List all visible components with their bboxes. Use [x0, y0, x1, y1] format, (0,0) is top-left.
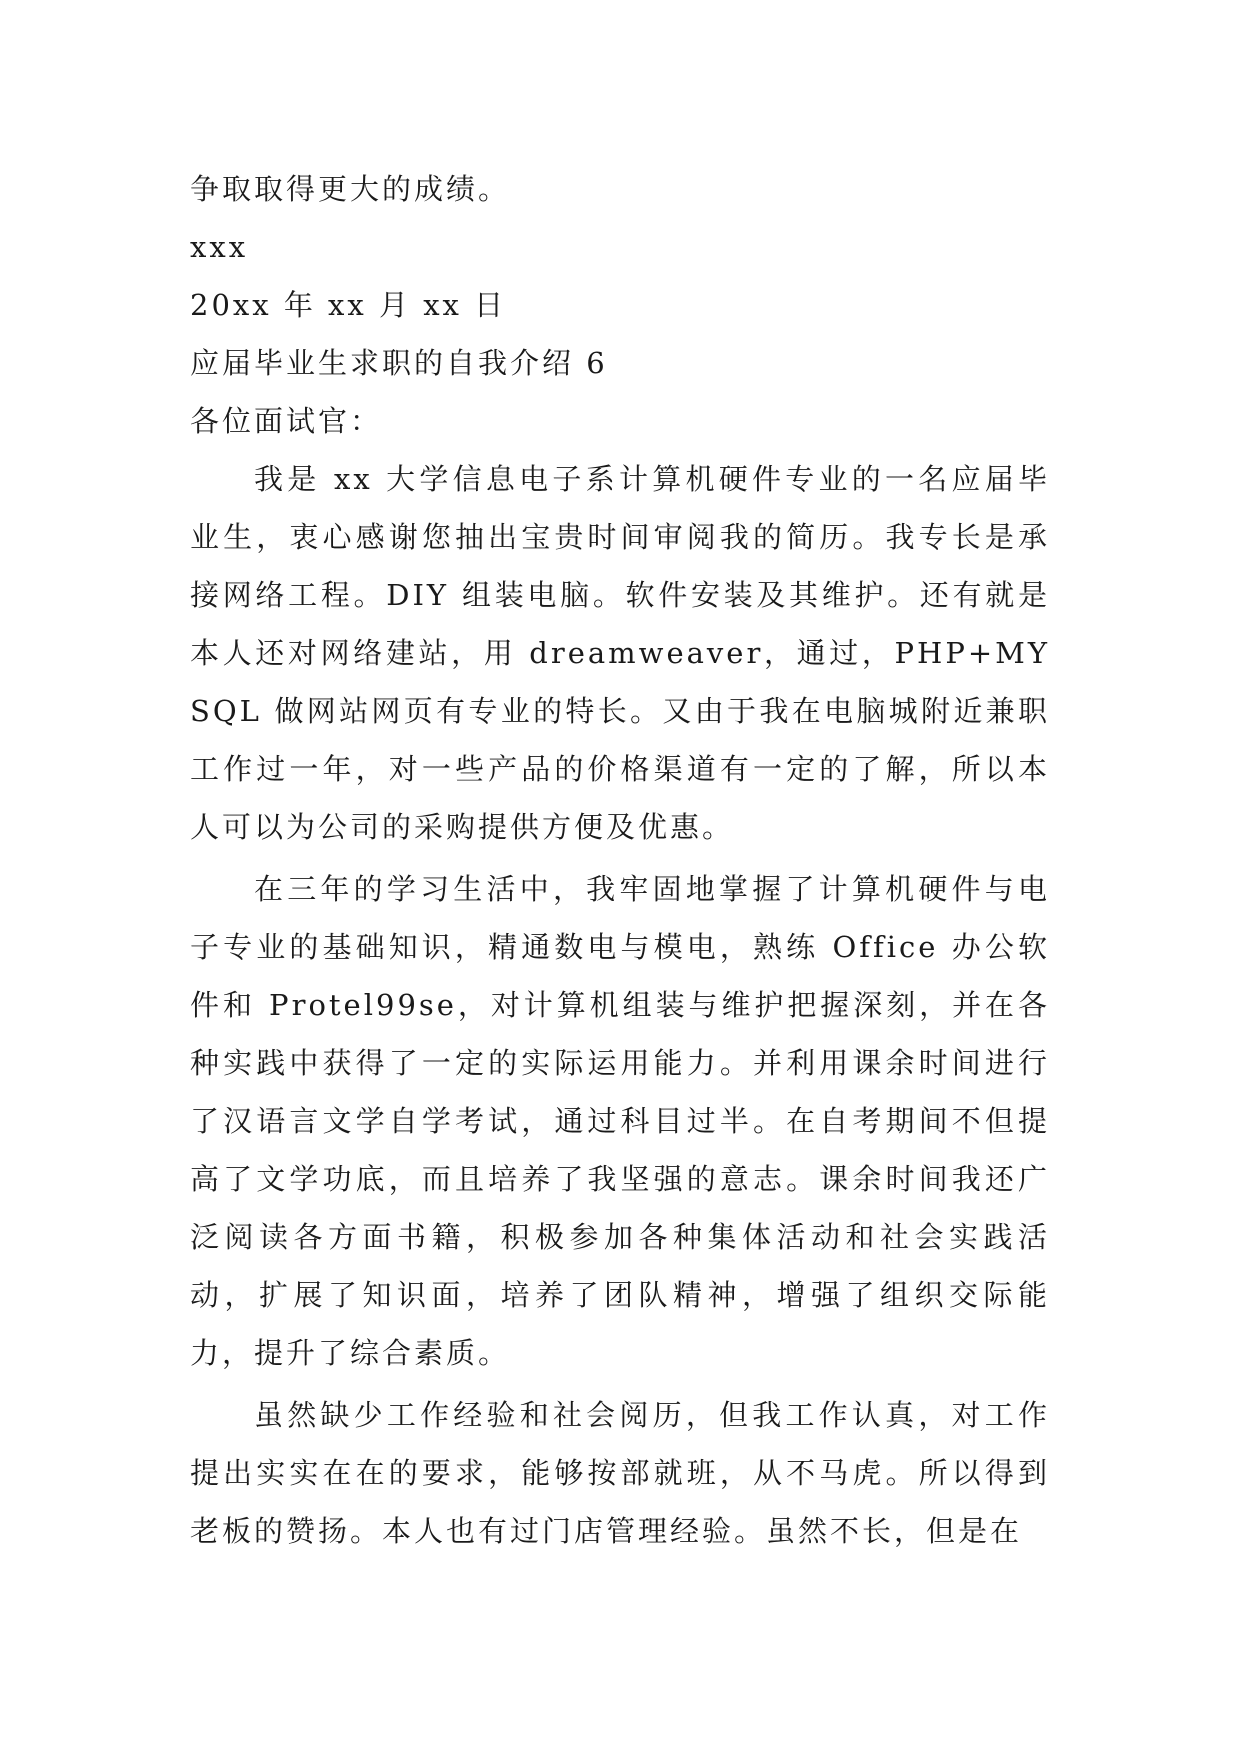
closing-line: 争取取得更大的成绩。 [190, 172, 511, 206]
paragraph-1: 我是 xx 大学信息电子系计算机硬件专业的一名应届毕业生，衷心感谢您抽出宝贵时间审阅我的简历。我专长是承接网络工程。DIY 组装电脑。软件安装及其维护。还有就是本人还对网络建站，用 dreamweaver，通过，PHP+MYSQL 做网站网页有专业的特长。又由于我在电脑城附近兼职工作过一年，对一些产品的价格渠道有一定的了解，所以本人可以为公司的采购提供方便及优惠。 [190, 462, 1050, 844]
section-title: 应届毕业生求职的自我介绍 6 [190, 346, 608, 380]
paragraph-3: 虽然缺少工作经验和社会阅历，但我工作认真，对工作提出实实在在的要求，能够按部就班，从不马虎。所以得到老板的赞扬。本人也有过门店管理经验。虽然不长，但是在 [190, 1398, 1050, 1548]
document-body [190, 160, 1050, 1560]
paragraph-2: 在三年的学习生活中，我牢固地掌握了计算机硬件与电子专业的基础知识，精通数电与模电，熟练 Office 办公软件和 Protel99se，对计算机组装与维护把握深刻，并在各种实践中获得了一定的实际运用能力。并利用课余时间进行了汉语言文学自学考试，通过科目过半。在自考期间不但提高了文学功底，而且培养了我坚强的意志。课余时间我还广泛阅读各方面书籍，积极参加各种集体活动和社会实践活动，扩展了知识面，培养了团队精神，增强了组织交际能力，提升了综合素质。 [190, 872, 1050, 1370]
signature: xxx [190, 230, 249, 264]
salutation: 各位面试官： [190, 404, 383, 438]
date-line: 20xx 年 xx 月 xx 日 [190, 288, 507, 322]
